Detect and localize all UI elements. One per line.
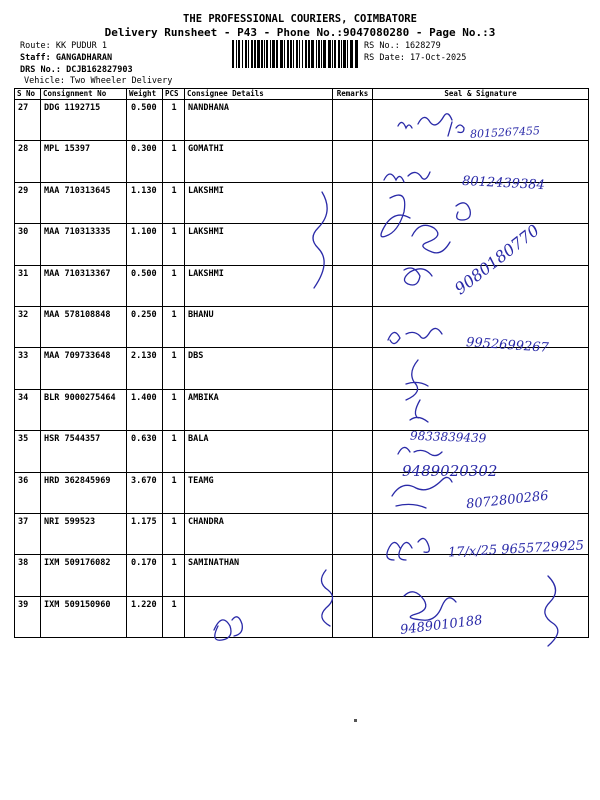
sno-cell: 34 [15,389,41,430]
barcode-bar [328,40,331,68]
remarks-cell [333,513,373,554]
table-header-row [15,89,589,100]
weight-cell: 1.175 [127,513,163,554]
sno-cell: 35 [15,431,41,472]
pcs-cell: 1 [163,472,185,513]
barcode-bar [251,40,253,68]
weight-cell: 1.400 [127,389,163,430]
barcode-bar [276,40,278,68]
sno-cell: 36 [15,472,41,513]
barcode-bar [236,40,237,68]
consignee-cell: LAKSHMI [185,182,333,223]
col-consignment: Consignment No [41,89,127,100]
consignee-cell: TEAMG [185,472,333,513]
pcs-cell: 1 [163,555,185,596]
pcs-cell: 1 [163,306,185,347]
consignment-cell: MAA 710313335 [41,224,127,265]
barcode-bar [242,40,243,68]
barcode-bar [232,40,234,68]
sno-cell: 27 [15,100,41,141]
weight-cell: 1.220 [127,596,163,637]
barcode-bar [245,40,247,68]
barcode-bar [323,40,326,68]
consignment-cell: IXM 509176082 [41,555,127,596]
signature-cell [373,348,589,389]
barcode [232,40,360,68]
barcode-bar [296,40,298,68]
barcode-bar [272,40,275,68]
staff-label: Staff: [20,53,51,63]
staff-line [20,53,112,63]
signature-number-38-39: 9489010188 [399,613,484,638]
weight-cell: 0.250 [127,306,163,347]
barcode-bar [299,40,300,68]
col-signature: Seal & Signature [373,89,589,100]
barcode-bar [254,40,256,68]
vehicle-label: Vehicle: Two Wheeler Delivery [24,76,173,86]
signature-number-32: 9952699267 [465,335,550,356]
table-row [15,348,589,389]
consignee-cell [185,596,333,637]
consignment-cell: HSR 7544357 [41,431,127,472]
col-pcs: PCS [163,89,185,100]
signature-number-37: 17/x/25 9655729925 [447,538,585,561]
consignment-cell: DDG 1192715 [41,100,127,141]
barcode-bar [270,40,271,68]
barcode-bar [334,40,336,68]
weight-cell: 0.170 [127,555,163,596]
barcode-bar [264,40,265,68]
pcs-cell: 1 [163,431,185,472]
remarks-cell [333,389,373,430]
consignee-cell: NANDHANA [185,100,333,141]
barcode-bar [266,40,269,68]
sno-cell: 30 [15,224,41,265]
barcode-bar [332,40,334,68]
barcode-bar [347,40,348,68]
consignment-cell: BLR 9000275464 [41,389,127,430]
consignee-cell: LAKSHMI [185,224,333,265]
barcode-bar [287,40,289,68]
pcs-cell: 1 [163,513,185,554]
barcode-bar [308,40,310,68]
sno-cell: 32 [15,306,41,347]
barcode-bar [280,40,283,68]
barcode-bar [355,40,358,68]
sno-cell: 33 [15,348,41,389]
barcode-bar [261,40,263,68]
consignment-cell: MAA 578108848 [41,306,127,347]
consignee-cell: AMBIKA [185,389,333,430]
signature-number-36: 8072800286 [465,488,550,513]
pcs-cell: 1 [163,182,185,223]
signature-number-34: 9833839439 [409,428,487,446]
remarks-cell [333,182,373,223]
weight-cell: 2.130 [127,348,163,389]
table-row [15,555,589,596]
drs-line [20,65,133,75]
runsheet-title: Delivery Runsheet - P43 - Phone No.:9047080280 - Page No.:3 [104,26,496,39]
table-row [15,431,589,472]
scan-dot [354,719,357,722]
weight-cell: 0.500 [127,265,163,306]
remarks-cell [333,306,373,347]
remarks-cell [333,141,373,182]
table-row [15,389,589,430]
barcode-bar [350,40,353,68]
weight-cell: 0.500 [127,100,163,141]
consignment-cell: IXM 509150960 [41,596,127,637]
consignment-cell: HRD 362845969 [41,472,127,513]
consignee-cell: DBS [185,348,333,389]
remarks-cell [333,472,373,513]
barcode-bar [248,40,249,68]
signature-cell [373,389,589,430]
signature-number-29-31: 9080180770 [450,220,543,299]
consignee-cell: BHANU [185,306,333,347]
col-consignee: Consignee Details [185,89,333,100]
consignee-cell: SAMINATHAN [185,555,333,596]
pcs-cell: 1 [163,265,185,306]
staff-name: GANGADHARAN [55,53,113,63]
barcode-bar [284,40,285,68]
col-remarks: Remarks [333,89,373,100]
consignment-cell: MAA 710313645 [41,182,127,223]
drs-number: DCJB162827903 [66,65,133,75]
barcode-bar [338,40,340,68]
table-row [15,265,589,306]
barcode-bar [238,40,240,68]
weight-cell: 1.100 [127,224,163,265]
weight-cell: 3.670 [127,472,163,513]
remarks-cell [333,265,373,306]
barcode-bar [318,40,320,68]
barcode-bar [293,40,294,68]
sno-cell: 31 [15,265,41,306]
col-sno: S No [15,89,41,100]
rs-date: RS Date: 17-Oct-2025 [364,53,467,63]
pcs-cell: 1 [163,141,185,182]
consignee-cell: CHANDRA [185,513,333,554]
table-row [15,596,589,637]
barcode-bar [341,40,342,68]
barcode-bar [305,40,307,68]
signature-number-28: 8012439384 [461,173,546,194]
remarks-cell [333,224,373,265]
pcs-cell: 1 [163,348,185,389]
pcs-cell: 1 [163,100,185,141]
pcs-cell: 1 [163,389,185,430]
consignment-cell: MPL 15397 [41,141,127,182]
remarks-cell [333,100,373,141]
sno-cell: 29 [15,182,41,223]
col-weight: Weight [127,89,163,100]
pcs-cell: 1 [163,596,185,637]
barcode-bar [302,40,303,68]
rs-number: RS No.: 1628279 [364,41,441,51]
barcode-bar [343,40,346,68]
barcode-bar [316,40,317,68]
barcode-bar [257,40,260,68]
pcs-cell: 1 [163,224,185,265]
signature-cell [373,555,589,596]
remarks-cell [333,596,373,637]
consignment-cell: MAA 710313367 [41,265,127,306]
consignment-cell: NRI 599523 [41,513,127,554]
signature-number-27: 8015267455 [469,124,541,141]
route-label: Route: KK PUDUR 1 [20,41,107,51]
consignee-cell: GOMATHI [185,141,333,182]
company-title: THE PROFESSIONAL COURIERS, COIMBATORE [183,13,417,25]
barcode-bar [311,40,314,68]
remarks-cell [333,348,373,389]
weight-cell: 0.300 [127,141,163,182]
sno-cell: 39 [15,596,41,637]
sno-cell: 28 [15,141,41,182]
consignment-cell: MAA 709733648 [41,348,127,389]
drs-label: DRS No.: [20,65,61,75]
barcode-bar [321,40,322,68]
signature-number-35: 9489020302 [402,462,498,480]
consignee-cell: LAKSHMI [185,265,333,306]
remarks-cell [333,431,373,472]
sno-cell: 38 [15,555,41,596]
weight-cell: 1.130 [127,182,163,223]
consignee-cell: BALA [185,431,333,472]
sno-cell: 37 [15,513,41,554]
barcode-bar [290,40,292,68]
weight-cell: 0.630 [127,431,163,472]
remarks-cell [333,555,373,596]
